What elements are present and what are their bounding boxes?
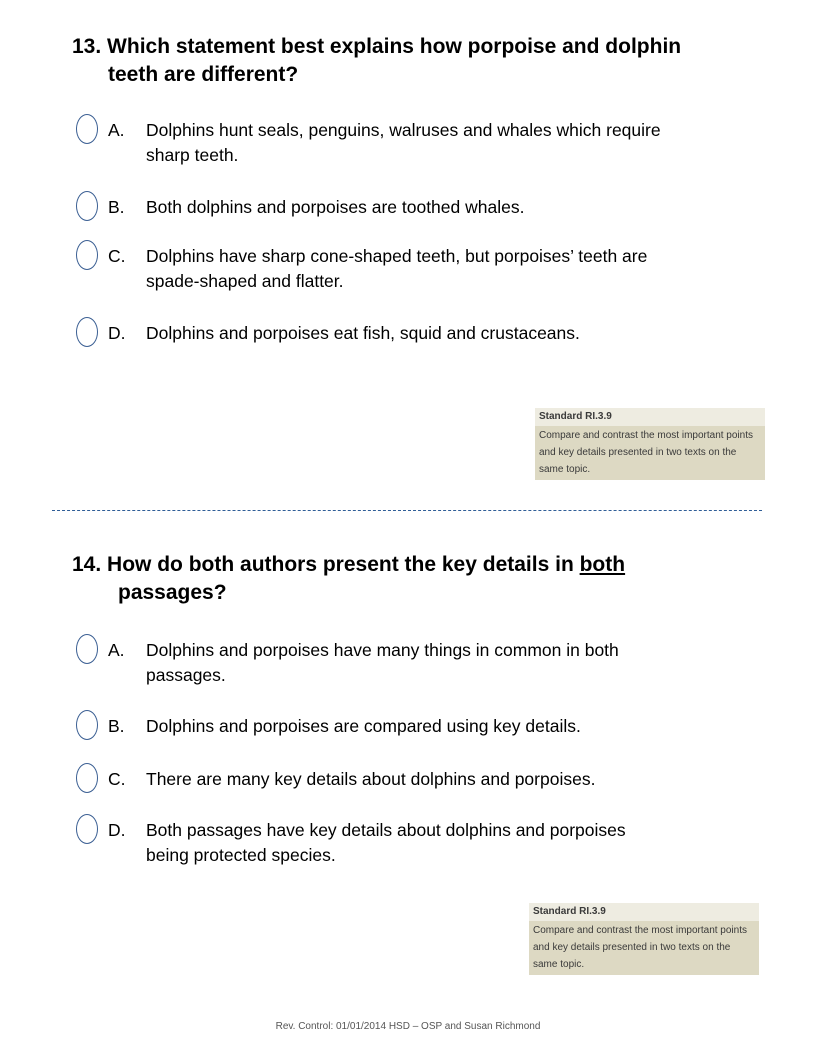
question-text-line2: passages? [118,581,227,604]
answer-bubble[interactable] [76,710,98,740]
choice-letter: C. [108,769,126,789]
standard-box [535,408,765,480]
choice-text-line2: passages. [146,665,226,685]
answer-bubble[interactable] [76,634,98,664]
choice-text: Both dolphins and porpoises are toothed whales. [146,197,525,217]
question-text-line1: How do both authors present the key details in [107,553,580,576]
choice-letter: D. [108,323,126,343]
answer-bubble[interactable] [76,240,98,270]
choice-letter: C. [108,246,126,266]
section-divider [52,510,762,511]
standard-text: Compare and contrast the most important points and key details presented in two texts on the same topic. [535,426,765,480]
choice-text-line2: sharp teeth. [146,145,239,165]
choice-letter: B. [108,197,125,217]
answer-bubble[interactable] [76,191,98,221]
choice-text: Dolphins and porpoises are compared using key details. [146,716,581,736]
answer-bubble[interactable] [76,114,98,144]
choice-text-line2: spade-shaped and flatter. [146,271,344,291]
question-13-title [72,33,681,89]
answer-bubble[interactable] [76,763,98,793]
choice-text: Dolphins and porpoises have many things in common in both [146,640,619,660]
standard-text: Compare and contrast the most important points and key details presented in two texts on the same topic. [529,921,759,975]
answer-bubble[interactable] [76,317,98,347]
choice-letter: A. [108,120,125,140]
question-text-line1: Which statement best explains how porpoise and dolphin [107,35,682,58]
footer-revision: Rev. Control: 01/01/2014 HSD – OSP and Susan Richmond [275,1021,541,1032]
standard-header: Standard RI.3.9 [535,408,765,426]
standard-box [529,903,759,975]
question-14-title [72,551,625,607]
choice-letter: A. [108,640,125,660]
standard-header: Standard RI.3.9 [529,903,759,921]
choice-letter: D. [108,820,126,840]
choice-text: Dolphins hunt seals, penguins, walruses and whales which require [146,120,661,140]
answer-bubble[interactable] [76,814,98,844]
choice-text: Dolphins and porpoises eat fish, squid and crustaceans. [146,323,580,343]
choice-text-line2: being protected species. [146,845,336,865]
choice-text: There are many key details about dolphins and porpoises. [146,769,596,789]
question-number: 13. [72,35,102,58]
question-number: 14. [72,553,102,576]
underlined-word: both [579,553,626,576]
choice-text: Dolphins have sharp cone-shaped teeth, but porpoises’ teeth are [146,246,648,266]
choice-letter: B. [108,716,125,736]
question-text-line2: teeth are different? [108,63,299,86]
choice-text: Both passages have key details about dolphins and porpoises [146,820,626,840]
